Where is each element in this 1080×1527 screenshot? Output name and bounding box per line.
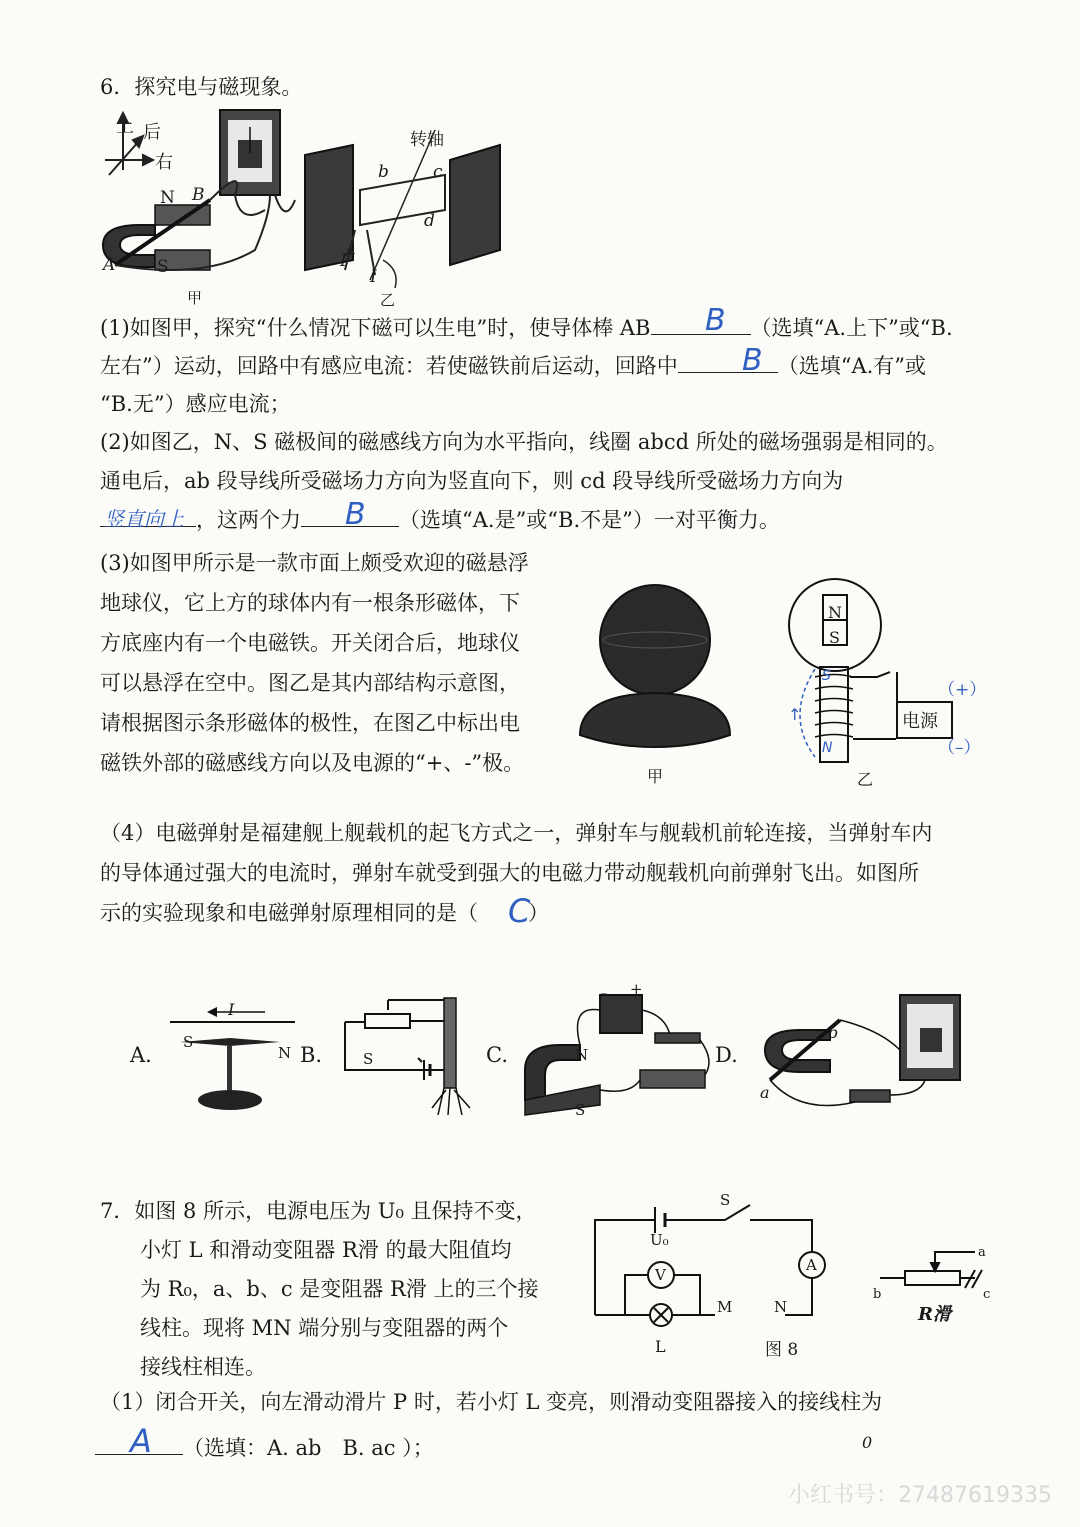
q7-p1-line1: （1）闭合开关，向左滑动滑片 P 时，若小灯 L 变亮，则滑动变阻器接入的接线柱为 bbox=[100, 1390, 883, 1414]
power-supply-label: 电源 bbox=[902, 711, 938, 732]
q6-p4-line3-post: ） bbox=[528, 901, 549, 925]
q6-p3-line: 地球仪，它上方的球体内有一根条形磁体，下 bbox=[100, 591, 520, 615]
rheostat-symbol-label: R滑 bbox=[918, 1304, 951, 1325]
q6-p1-line1 bbox=[100, 313, 953, 343]
fig2-label-c: c bbox=[433, 162, 443, 182]
q6-p1-line1-post: （选填“A.上下”或“B. bbox=[750, 316, 953, 340]
globe-base-icon bbox=[580, 693, 730, 747]
power-minus-label: （–） bbox=[938, 738, 981, 758]
q6-p2-post: （选填“A.是”或“B.不是”）一对平衡力。 bbox=[399, 508, 780, 532]
fig1-caption: 甲 bbox=[187, 289, 203, 307]
option-c-label: C. bbox=[486, 1043, 508, 1067]
q6-p1-line2-post: （选填“A.有”或 bbox=[777, 354, 927, 378]
figure-8-caption: 图 8 bbox=[765, 1340, 799, 1360]
electromagnet-hand-n: N bbox=[822, 740, 833, 756]
rheostat-terminal-b: b bbox=[873, 1287, 882, 1302]
option-c-s-label: S bbox=[575, 1101, 586, 1119]
circuit-u0-label: U₀ bbox=[650, 1231, 669, 1249]
option-d-a-label: a bbox=[760, 1083, 770, 1102]
levitating-globe-figure bbox=[575, 585, 735, 765]
q6-p2-mid: ，这两个力 bbox=[196, 508, 301, 532]
q6-p4-line3-pre: 示的实验现象和电磁弹射原理相同的是（ bbox=[100, 901, 478, 925]
option-c-minus-label: – bbox=[600, 984, 608, 1002]
slider-rheostat-icon bbox=[640, 1070, 705, 1088]
terminal-m-label: M bbox=[717, 1298, 733, 1316]
figure-motor-coil bbox=[305, 130, 515, 300]
q6-p3-line: (3)如图甲所示是一款市面上颇受欢迎的磁悬浮 bbox=[100, 551, 529, 575]
fig2-label-i1: I bbox=[340, 251, 347, 271]
q6-p4-answer: C bbox=[508, 892, 531, 930]
fig1-label-a: A bbox=[103, 255, 116, 275]
q6-p1-line1-pre: (1)如图甲，探究“什么情况下磁可以生电”时，使导体棒 AB bbox=[100, 316, 651, 340]
rheostat-icon bbox=[365, 1014, 410, 1028]
q7-line: 线柱。现将 MN 端分别与变阻器的两个 bbox=[140, 1316, 509, 1340]
fig1-label-n: N bbox=[160, 188, 175, 208]
q7-p1-line2-post: （选填：A. ab B. ac ）； bbox=[183, 1436, 434, 1460]
q6-p1-answer1-blank[interactable] bbox=[651, 334, 751, 335]
stand-base-icon bbox=[198, 1090, 262, 1110]
watermark: 小红书号：27487619335 bbox=[788, 1483, 1052, 1508]
dir-back-label: 后 bbox=[143, 122, 161, 143]
field-line-arrow-icon: ↑ bbox=[788, 705, 802, 724]
fig1-label-b: B bbox=[192, 185, 205, 205]
q6-p2-answer2: B bbox=[345, 497, 366, 532]
q6-p1-line3: “B.无”）感应电流； bbox=[100, 392, 291, 416]
nail-coil-icon bbox=[444, 998, 456, 1088]
q6-p4-line3 bbox=[100, 898, 549, 928]
q6-p2-line1: (2)如图乙，N、S 磁极间的磁感线方向为水平指向，线圈 abcd 所处的磁场强弱是相同的。 bbox=[100, 430, 948, 454]
circuit-switch-label: S bbox=[720, 1191, 731, 1209]
option-d-generator-figure bbox=[750, 990, 970, 1120]
dir-right-label: 右 bbox=[155, 152, 173, 173]
q7-line: 小灯 L 和滑动变阻器 R滑 的最大阻值均 bbox=[140, 1238, 512, 1262]
fig2-caption: 乙 bbox=[380, 291, 396, 309]
fig2-label-b: b bbox=[378, 162, 389, 182]
fig2-label-i2: I bbox=[370, 267, 377, 287]
globe-caption-jia: 甲 bbox=[647, 767, 664, 786]
switch-d-icon bbox=[850, 1090, 890, 1102]
option-b-label: B. bbox=[300, 1043, 323, 1067]
q6-p4-line1: （4）电磁弹射是福建舰上舰载机的起飞方式之一，弹射车与舰载机前轮连接，当弹射车内 bbox=[100, 821, 933, 845]
q7-line: 接线柱相连。 bbox=[140, 1355, 266, 1379]
q6-p4-line2: 的导体通过强大的电流时，弹射车就受到强大的电磁力带动舰载机向前弹射飞出。如图所 bbox=[100, 861, 919, 885]
q7-line: 为 R₀，a、b、c 是变阻器 R滑 上的三个接 bbox=[140, 1277, 539, 1301]
q7-line: 7．如图 8 所示，电源电压为 U₀ 且保持不变， bbox=[100, 1199, 537, 1223]
option-a-s-label: S bbox=[183, 1033, 194, 1051]
ammeter-label: A bbox=[806, 1256, 817, 1274]
dir-up-label: 上 bbox=[116, 116, 134, 137]
stray-mark: 0 bbox=[862, 1433, 873, 1452]
fig2-axis-label: 转轴 bbox=[410, 130, 444, 150]
fig1-label-s: S bbox=[157, 257, 169, 277]
option-c-n-label: N bbox=[575, 1046, 589, 1064]
option-a-n-label: N bbox=[278, 1044, 292, 1062]
option-c-plus-label: + bbox=[630, 980, 643, 998]
structure-caption-yi: 乙 bbox=[857, 770, 874, 789]
bar-magnet-n: N bbox=[828, 603, 842, 622]
q6-p3-text bbox=[100, 543, 529, 783]
q6-p2-line3 bbox=[100, 505, 780, 535]
magnet-pole-right-icon bbox=[450, 145, 500, 265]
q6-p1-line2 bbox=[100, 351, 926, 381]
option-c-motor-figure bbox=[520, 985, 720, 1115]
bar-magnet-s: S bbox=[829, 628, 840, 647]
q6-p3-line: 可以悬浮在空中。图乙是其内部结构示意图， bbox=[100, 671, 520, 695]
q7-p1-answer: A bbox=[130, 1422, 152, 1460]
option-b-switch-label: S bbox=[363, 1050, 374, 1068]
switch-icon bbox=[655, 1033, 700, 1043]
q6-p1-answer2: B bbox=[742, 343, 763, 378]
fig2-label-d: d bbox=[424, 211, 435, 231]
q7-text bbox=[100, 1192, 537, 1387]
q6-p1-answer1: B bbox=[705, 303, 726, 338]
voltmeter-label: V bbox=[655, 1266, 666, 1284]
globe-icon bbox=[600, 585, 710, 695]
electromagnet-hand-s: S bbox=[822, 668, 831, 684]
rheostat-terminal-a: a bbox=[978, 1245, 986, 1260]
q6-p1-line2-pre: 左右”）运动，回路中有感应电流：若使磁铁前后运动，回路中 bbox=[100, 354, 678, 378]
q6-p2-answer1: 竖直向上 bbox=[104, 507, 184, 531]
figure-8-circuit bbox=[590, 1195, 840, 1345]
rheostat-terminal-c: c bbox=[983, 1287, 991, 1302]
terminal-n-label: N bbox=[774, 1298, 788, 1316]
power-plus-label: （+） bbox=[938, 680, 987, 700]
lamp-label: L bbox=[655, 1337, 666, 1356]
q6-p3-line: 请根据图示条形磁体的极性，在图乙中标出电 bbox=[100, 711, 520, 735]
q6-p3-line: 磁铁外部的磁感线方向以及电源的“+、-”极。 bbox=[100, 751, 525, 775]
q6-p1-answer2-blank[interactable] bbox=[678, 372, 778, 373]
option-d-b-label: b bbox=[828, 1023, 839, 1042]
compass-needle-icon bbox=[180, 1038, 280, 1046]
option-a-label: A. bbox=[130, 1043, 152, 1067]
q6-p3-line: 方底座内有一个电磁铁。开关闭合后，地球仪 bbox=[100, 631, 520, 655]
question-6-title: 6．探究电与磁现象。 bbox=[100, 75, 303, 99]
galvanometer-icon bbox=[220, 110, 280, 195]
option-a-current-label: I bbox=[228, 1000, 235, 1019]
option-d-label: D. bbox=[715, 1043, 738, 1067]
q6-p2-line2: 通电后，ab 段导线所受磁场力方向为竖直向下，则 cd 段导线所受磁场力方向为 bbox=[100, 469, 844, 493]
